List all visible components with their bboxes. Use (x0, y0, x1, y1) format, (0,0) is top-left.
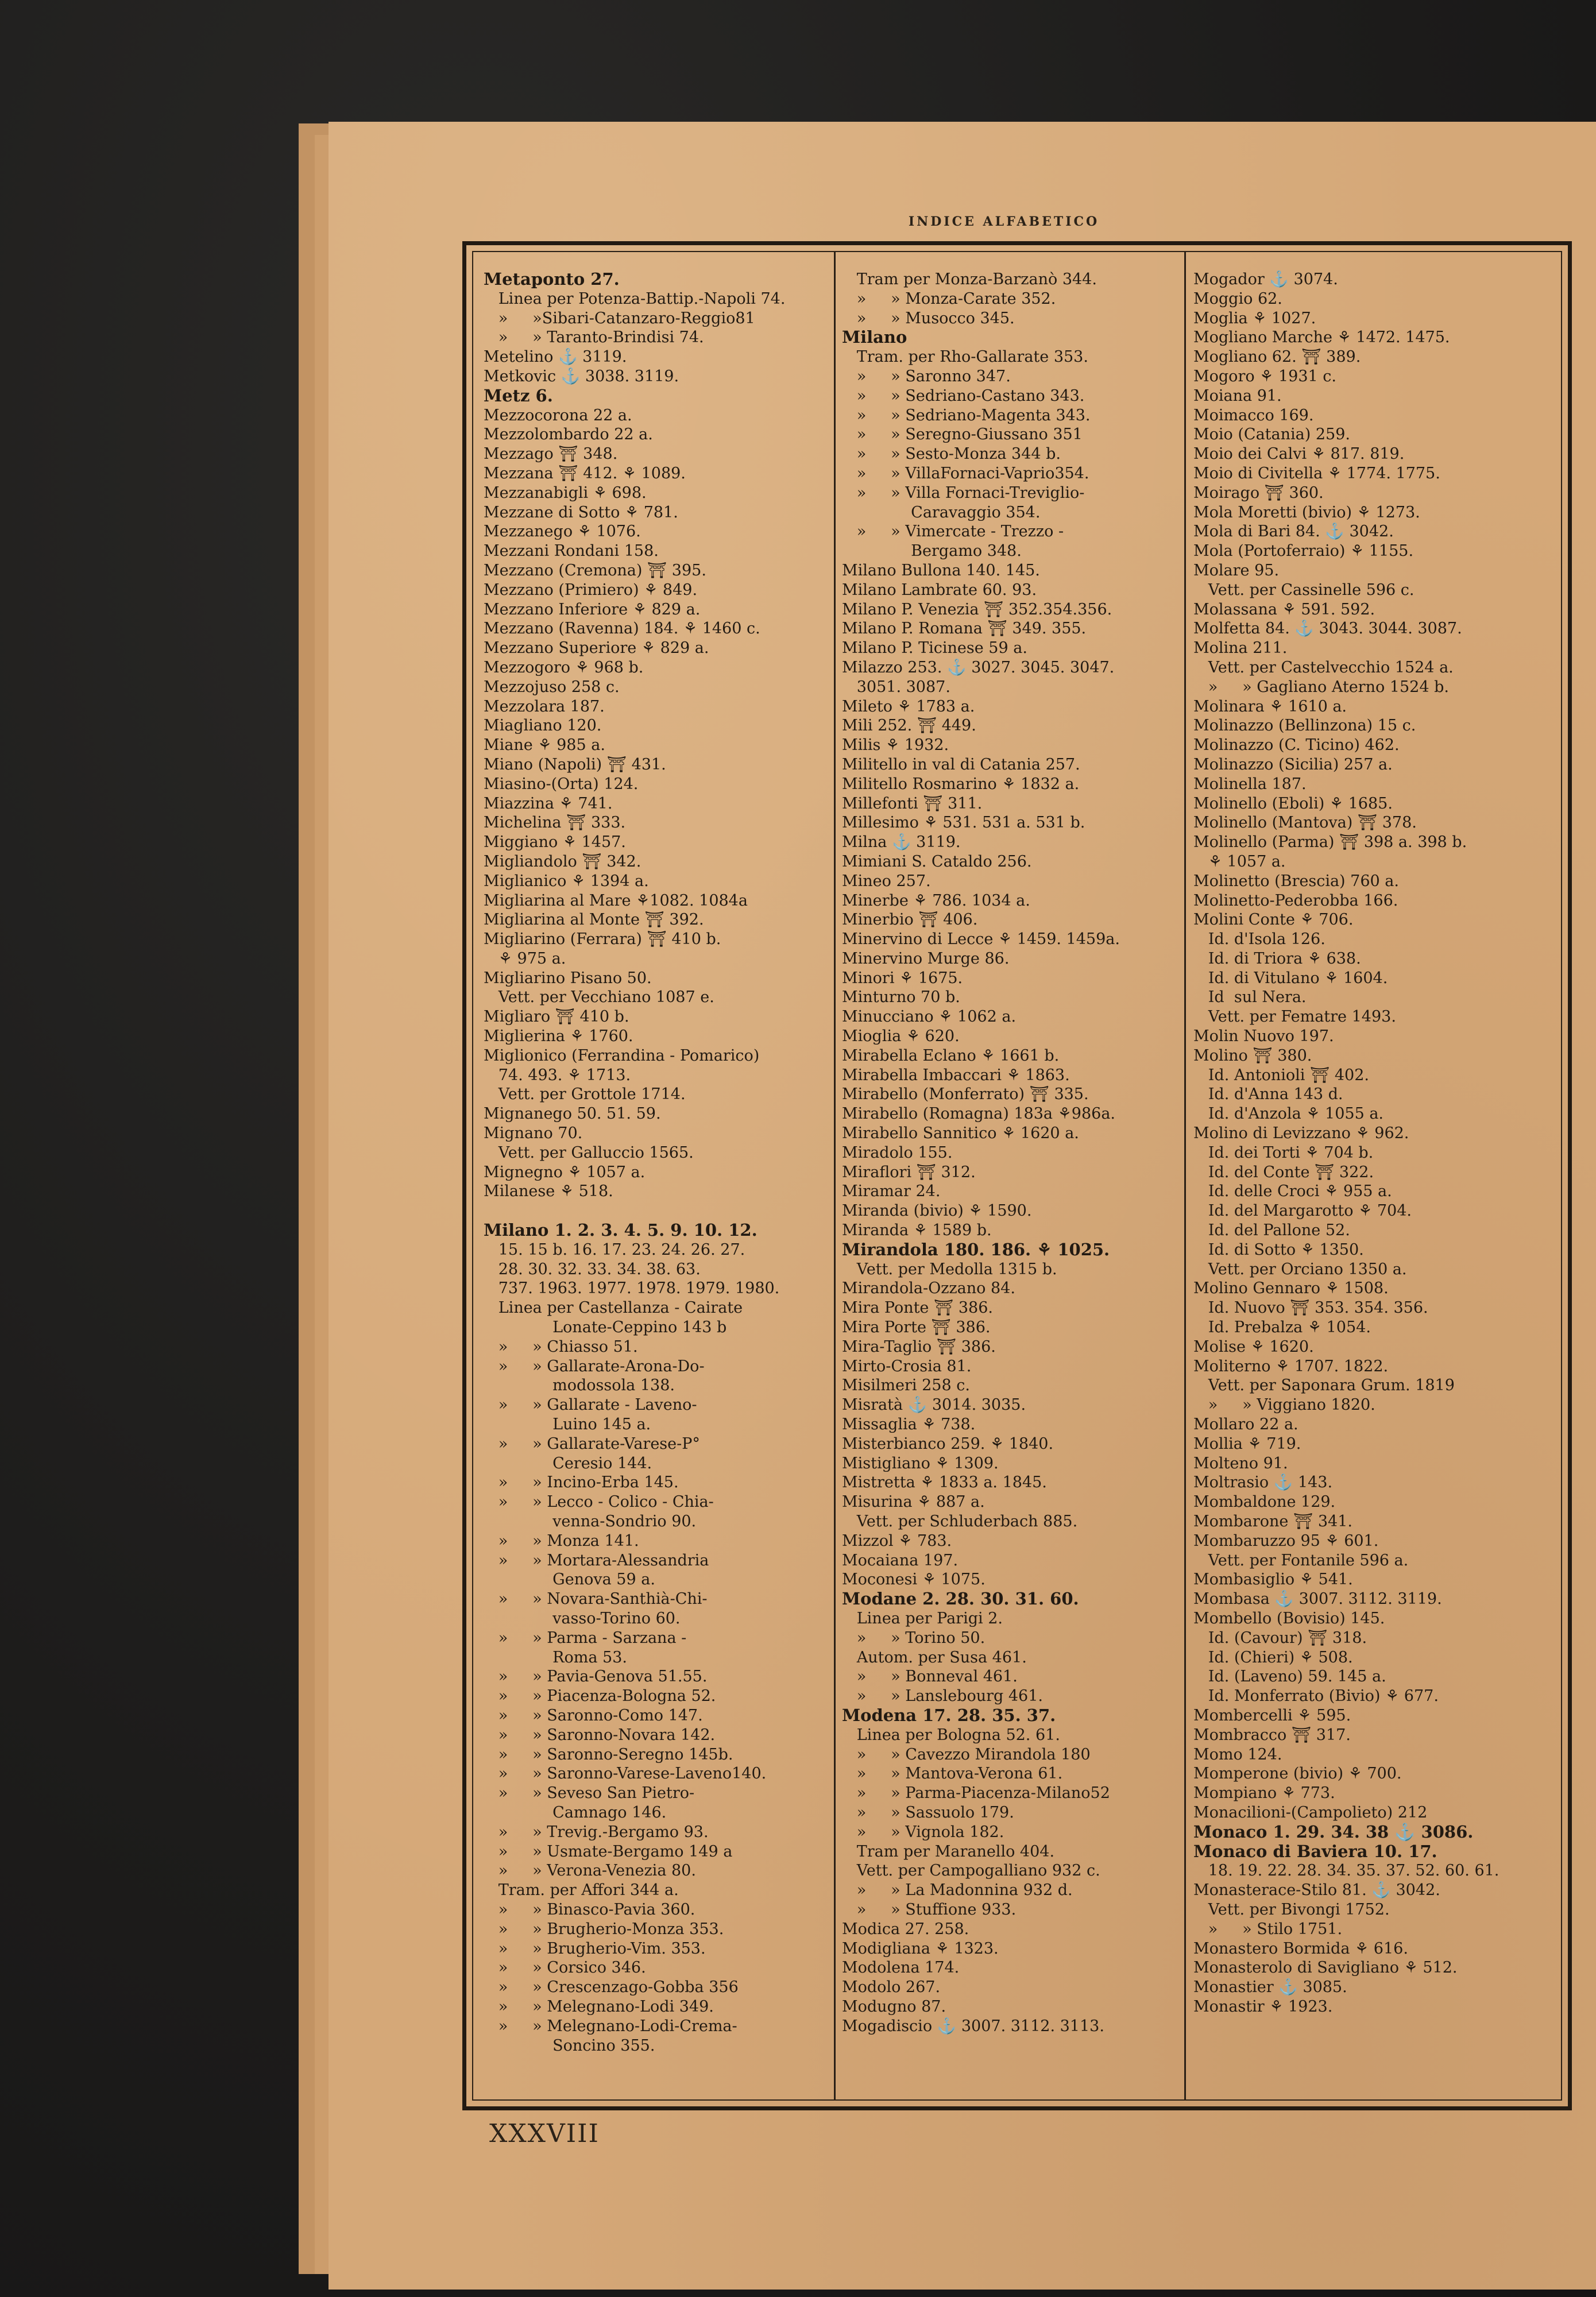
index-entry: Linea per Castellanza - Cairate (484, 1299, 743, 1317)
index-entry: Mezzano Inferiore ⚘ 829 a. (484, 600, 701, 618)
index-entry: » » Lecco - Colico - Chia- (484, 1493, 714, 1511)
index-entry: Mezzogoro ⚘ 968 b. (484, 658, 644, 676)
index-entry: ⚘ 975 a. (484, 949, 566, 968)
index-entry: Vett. per Campogalliano 932 c. (842, 1862, 1100, 1880)
index-entry: Molise ⚘ 1620. (1193, 1337, 1314, 1356)
index-entry: Vett. per Cassinelle 596 c. (1193, 581, 1415, 599)
index-entry: Mombaruzzo 95 ⚘ 601. (1193, 1532, 1379, 1550)
index-entry: Miramar 24. (842, 1182, 941, 1201)
index-entry: Migliarino (Ferrara) ⛩ 410 b. (484, 930, 721, 949)
index-entry: Mezzojuso 258 c. (484, 678, 620, 696)
index-entry: » » Verona-Venezia 80. (484, 1862, 696, 1880)
index-entry: Mogoro ⚘ 1931 c. (1193, 367, 1336, 385)
index-entry: 3051. 3087. (842, 678, 950, 696)
index-entry: Mollia ⚘ 719. (1193, 1434, 1301, 1453)
index-column-2 (842, 270, 1181, 2085)
index-entry: Molini Conte ⚘ 706. (1193, 911, 1354, 929)
index-entry: Mira Ponte ⛩ 386. (842, 1299, 993, 1317)
index-entry: Mola di Bari 84. ⚓ 3042. (1193, 523, 1394, 541)
index-entry: Mirto-Crosia 81. (842, 1357, 972, 1375)
index-column-3 (1193, 270, 1561, 2085)
index-entry: » » Monza-Carate 352. (842, 289, 1056, 308)
index-entry: Mirandola-Ozzano 84. (842, 1279, 1015, 1298)
index-entry: Monastero Bormida ⚘ 616. (1193, 1939, 1408, 1958)
index-entry: » » Saronno-Varese-Laveno140. (484, 1765, 767, 1783)
index-entry: Mignano 70. (484, 1124, 583, 1143)
index-entry: Moiana 91. (1193, 386, 1282, 405)
index-entry: Miglionico (Ferrandina - Pomarico) (484, 1046, 760, 1065)
index-entry: Monastier ⚓ 3085. (1193, 1978, 1347, 1997)
index-entry: » » Monza 141. (484, 1532, 639, 1550)
index-entry: Mistigliano ⚘ 1309. (842, 1454, 999, 1472)
index-entry: Caravaggio 354. (842, 503, 1041, 521)
index-entry: Vett. per Grottole 1714. (484, 1085, 686, 1104)
index-entry: Id. Antonioli ⛩ 402. (1193, 1066, 1369, 1084)
index-entry: modossola 138. (484, 1376, 675, 1395)
index-entry: Molino ⛩ 380. (1193, 1046, 1312, 1065)
index-entry: Miglierina ⚘ 1760. (484, 1027, 633, 1046)
index-entry: Miranda (bivio) ⚘ 1590. (842, 1202, 1032, 1220)
index-entry: Monastir ⚘ 1923. (1193, 1997, 1333, 2016)
index-entry: » » Melegnano-Lodi 349. (484, 1997, 714, 2016)
index-entry: Mola Moretti (bivio) ⚘ 1273. (1193, 503, 1420, 521)
index-entry: Tram. per Affori 344 a. (484, 1881, 679, 1900)
index-entry: Molassana ⚘ 591. 592. (1193, 600, 1375, 618)
index-entry: Migliandolo ⛩ 342. (484, 852, 642, 871)
index-entry: 18. 19. 22. 28. 34. 35. 37. 52. 60. 61. (1193, 1862, 1500, 1880)
index-entry: Molinello (Parma) ⛩ 398 a. 398 b. (1193, 833, 1467, 852)
index-entry: Mezzane di Sotto ⚘ 781. (484, 503, 678, 521)
index-entry: Mogliano Marche ⚘ 1472. 1475. (1193, 328, 1450, 347)
index-entry: Militello in val di Catania 257. (842, 755, 1080, 774)
index-entry: Moio (Catania) 259. (1193, 426, 1350, 444)
index-entry: » » Gagliano Aterno 1524 b. (1193, 678, 1449, 696)
index-entry: Mira-Taglio ⛩ 386. (842, 1337, 996, 1356)
index-entry: Molinetto (Brescia) 760 a. (1193, 872, 1399, 890)
index-entry: Mioglia ⚘ 620. (842, 1027, 960, 1046)
index-entry: Miazzina ⚘ 741. (484, 794, 613, 813)
index-entry: Modugno 87. (842, 1997, 946, 2016)
index-entry: 15. 15 b. 16. 17. 23. 24. 26. 27. (484, 1240, 745, 1259)
index-entry: Id. d'Isola 126. (1193, 930, 1326, 949)
index-entry: » » Parma-Piacenza-Milano52 (842, 1784, 1110, 1803)
index-entry: Mezzano (Cremona) ⛩ 395. (484, 561, 706, 579)
index-entry: » » Saronno-Novara 142. (484, 1726, 716, 1744)
index-entry: Militello Rosmarino ⚘ 1832 a. (842, 775, 1080, 793)
index-entry: » » Stuffione 933. (842, 1900, 1017, 1919)
index-entry: » » Taranto-Brindisi 74. (484, 328, 704, 347)
index-entry: Mimiani S. Cataldo 256. (842, 852, 1032, 871)
index-entry: » » Parma - Sarzana - (484, 1629, 687, 1647)
index-entry: Mocaiana 197. (842, 1551, 959, 1569)
index-entry: Vett. per Medolla 1315 b. (842, 1260, 1057, 1278)
index-entry: Modolena 174. (842, 1959, 960, 1977)
index-entry: » » Incino-Erba 145. (484, 1474, 679, 1492)
index-entry: 74. 493. ⚘ 1713. (484, 1066, 631, 1084)
index-entry: Minervino Murge 86. (842, 949, 1010, 968)
index-entry: Mezzano (Ravenna) 184. ⚘ 1460 c. (484, 620, 760, 638)
index-entry: Mezzanabigli ⚘ 698. (484, 484, 647, 502)
index-entry: Milano P. Ticinese 59 a. (842, 639, 1027, 658)
index-entry: » » Saronno-Como 147. (484, 1706, 703, 1724)
index-entry: Mezzocorona 22 a. (484, 406, 632, 424)
index-entry: Id. (Cavour) ⛩ 318. (1193, 1629, 1367, 1647)
column-divider-2 (1184, 251, 1186, 2101)
index-entry: » » Seveso San Pietro- (484, 1784, 695, 1803)
index-entry: Molina 211. (1193, 639, 1288, 658)
index-entry: Tram per Maranello 404. (842, 1842, 1055, 1861)
index-entry: » » Novara-Santhià-Chi- (484, 1590, 708, 1608)
index-entry: » » Torino 50. (842, 1629, 986, 1647)
index-entry: Mineo 257. (842, 872, 931, 890)
index-entry: » » Gallarate-Arona-Do- (484, 1357, 705, 1375)
index-entry: Miano (Napoli) ⛩ 431. (484, 755, 666, 774)
index-entry: Luino 145 a. (484, 1416, 651, 1434)
index-entry: » » Gallarate-Varese-P° (484, 1434, 700, 1453)
index-entry: Tram. per Rho-Gallarate 353. (842, 348, 1088, 366)
index-entry: Mollaro 22 a. (1193, 1416, 1299, 1434)
index-entry: Milanese ⚘ 518. (484, 1182, 613, 1201)
index-entry: Moltrasio ⚓ 143. (1193, 1474, 1333, 1492)
index-entry: Mignanego 50. 51. 59. (484, 1105, 661, 1123)
index-entry: Moirago ⛩ 360. (1193, 484, 1324, 502)
index-entry: Mogador ⚓ 3074. (1193, 270, 1338, 288)
index-entry: Mezzolombardo 22 a. (484, 426, 653, 444)
index-entry: » »Sibari-Catanzaro-Reggio81 (484, 309, 755, 327)
index-entry: Linea per Potenza-Battip.-Napoli 74. (484, 289, 786, 308)
index-entry: Vett. per Galluccio 1565. (484, 1143, 694, 1162)
index-entry: Molteno 91. (1193, 1454, 1288, 1472)
index-entry: » » Viggiano 1820. (1193, 1396, 1375, 1414)
index-entry (484, 1201, 828, 1221)
index-entry: » » Pavia-Genova 51.55. (484, 1668, 708, 1686)
index-entry: Vett. per Schluderbach 885. (842, 1513, 1078, 1530)
index-entry: » » Sedriano-Magenta 343. (842, 406, 1091, 424)
index-entry: Genova 59 a. (484, 1571, 655, 1589)
index-entry: Miraflori ⛩ 312. (842, 1163, 976, 1181)
index-entry: Id. dei Torti ⚘ 704 b. (1193, 1143, 1374, 1162)
index-column-1 (484, 270, 828, 2085)
index-entry: Monasterace-Stilo 81. ⚓ 3042. (1193, 1881, 1440, 1900)
page-header: INDICE ALFABETICO (908, 214, 1100, 229)
index-entry: » » Vimercate - Trezzo - (842, 523, 1064, 541)
index-entry: » » Gallarate - Laveno- (484, 1396, 697, 1414)
index-entry: Mombaldone 129. (1193, 1493, 1336, 1511)
index-entry: Moconesi ⚘ 1075. (842, 1571, 986, 1589)
index-entry: Mirabello (Romagna) 183a ⚘986a. (842, 1105, 1115, 1123)
index-entry: Monacilioni-(Campolieto) 212 (1193, 1803, 1428, 1822)
index-entry: Misterbianco 259. ⚘ 1840. (842, 1434, 1054, 1453)
index-entry: Vett. per Castelvecchio 1524 a. (1193, 658, 1454, 676)
index-entry: Minucciano ⚘ 1062 a. (842, 1008, 1017, 1026)
index-entry: Lonate-Ceppino 143 b (484, 1318, 727, 1337)
index-entry: Molfetta 84. ⚓ 3043. 3044. 3087. (1193, 620, 1462, 638)
index-entry: Mombello (Bovisio) 145. (1193, 1609, 1385, 1627)
index-entry: Soncino 355. (484, 2036, 655, 2055)
index-entry: » » Seregno-Giussano 351 (842, 426, 1083, 444)
index-entry: Molinazzo (Sicilia) 257 a. (1193, 755, 1393, 774)
index-entry: Miagliano 120. (484, 717, 602, 735)
index-entry: » » Stilo 1751. (1193, 1920, 1343, 1938)
index-entry: Minori ⚘ 1675. (842, 969, 963, 987)
index-entry: Monaco di Baviera 10. 17. (1193, 1842, 1437, 1861)
index-entry: Mogadiscio ⚓ 3007. 3112. 3113. (842, 2017, 1104, 2035)
index-entry: » » Mortara-Alessandria (484, 1551, 709, 1569)
index-entry: Id. Prebalza ⚘ 1054. (1193, 1318, 1371, 1337)
index-entry: Id. d'Anna 143 d. (1193, 1085, 1343, 1104)
index-entry: Milano Bullona 140. 145. (842, 561, 1040, 579)
index-entry: Metz 6. (484, 386, 553, 405)
index-entry: Miradolo 155. (842, 1143, 953, 1162)
index-entry: Molinazzo (C. Ticino) 462. (1193, 736, 1400, 755)
index-entry: » » Cavezzo Mirandola 180 (842, 1745, 1091, 1764)
index-entry: Momo 124. (1193, 1745, 1282, 1764)
index-entry: Molinello (Eboli) ⚘ 1685. (1193, 794, 1393, 813)
index-entry: » » Mantova-Verona 61. (842, 1765, 1063, 1783)
index-entry: » » Brugherio-Monza 353. (484, 1920, 724, 1938)
index-entry: Modane 2. 28. 30. 31. 60. (842, 1590, 1079, 1609)
index-entry: Moio dei Calvi ⚘ 817. 819. (1193, 445, 1405, 463)
index-entry: 28. 30. 32. 33. 34. 38. 63. (484, 1260, 701, 1278)
index-entry: Mignegno ⚘ 1057 a. (484, 1163, 646, 1181)
index-entry: Migliarina al Monte ⛩ 392. (484, 911, 704, 929)
index-entry: Molinella 187. (1193, 775, 1307, 793)
index-entry: Minervino di Lecce ⚘ 1459. 1459a. (842, 930, 1120, 949)
index-entry: Mogliano 62. ⛩ 389. (1193, 348, 1361, 366)
index-entry: Mezzano (Primiero) ⚘ 849. (484, 581, 698, 599)
index-entry: Moio di Civitella ⚘ 1774. 1775. (1193, 464, 1440, 482)
index-entry: Vett. per Fematre 1493. (1193, 1008, 1396, 1026)
index-entry: Misratà ⚓ 3014. 3035. (842, 1396, 1026, 1414)
index-entry: Miane ⚘ 985 a. (484, 736, 605, 755)
index-entry: » » Binasco-Pavia 360. (484, 1900, 695, 1919)
index-entry: » » Corsico 346. (484, 1959, 646, 1977)
index-entry: Monasterolo di Savigliano ⚘ 512. (1193, 1959, 1458, 1977)
index-entry: Molino Gennaro ⚘ 1508. (1193, 1279, 1389, 1298)
index-entry: Molin Nuovo 197. (1193, 1027, 1334, 1046)
index-entry: » » Villa Fornaci-Treviglio- (842, 484, 1085, 502)
index-entry: Modolo 267. (842, 1978, 941, 1997)
index-entry: Id. (Laveno) 59. 145 a. (1193, 1668, 1386, 1686)
index-entry: Mistretta ⚘ 1833 a. 1845. (842, 1474, 1047, 1492)
index-entry: Mizzol ⚘ 783. (842, 1532, 952, 1550)
index-entry: Linea per Parigi 2. (842, 1609, 1003, 1627)
index-entry: Vett. per Vecchiano 1087 e. (484, 988, 714, 1007)
index-entry: Missaglia ⚘ 738. (842, 1416, 976, 1434)
index-entry: Id. di Vitulano ⚘ 1604. (1193, 969, 1388, 987)
index-entry: Millesimo ⚘ 531. 531 a. 531 b. (842, 814, 1085, 832)
index-entry: Milano P. Romana ⛩ 349. 355. (842, 620, 1087, 638)
index-entry: Modena 17. 28. 35. 37. (842, 1706, 1056, 1725)
index-entry: Mombracco ⛩ 317. (1193, 1726, 1351, 1744)
index-entry: » » Saronno-Seregno 145b. (484, 1745, 733, 1764)
index-entry: Modigliana ⚘ 1323. (842, 1939, 999, 1958)
index-entry: Moimacco 169. (1193, 406, 1314, 424)
column-divider-1 (834, 251, 836, 2101)
index-entry: Michelina ⛩ 333. (484, 814, 626, 832)
index-entry: Bergamo 348. (842, 542, 1022, 560)
index-entry: Vett. per Orciano 1350 a. (1193, 1260, 1407, 1278)
index-entry: Miasino-(Orta) 124. (484, 775, 639, 793)
index-entry: Ceresio 144. (484, 1454, 652, 1472)
index-entry: » » Lanslebourg 461. (842, 1687, 1043, 1706)
index-entry: » » Brugherio-Vim. 353. (484, 1939, 706, 1958)
index-entry: Molinara ⚘ 1610 a. (1193, 697, 1347, 716)
index-entry: » » Musocco 345. (842, 309, 1015, 327)
index-entry: Minturno 70 b. (842, 988, 960, 1007)
index-entry: Milano (842, 328, 907, 347)
index-entry: Milna ⚓ 3119. (842, 833, 961, 852)
index-entry: Id. di Sotto ⚘ 1350. (1193, 1240, 1364, 1259)
index-entry: Id. del Margarotto ⚘ 704. (1193, 1202, 1412, 1220)
index-entry: Migliaro ⛩ 410 b. (484, 1008, 629, 1026)
index-entry: Id. delle Croci ⚘ 955 a. (1193, 1182, 1392, 1201)
index-entry: Vett. per Saponara Grum. 1819 (1193, 1376, 1455, 1395)
index-entry: ⚘ 1057 a. (1193, 852, 1286, 871)
index-entry: » » VillaFornaci-Vaprio354. (842, 464, 1089, 482)
index-entry: Moggio 62. (1193, 289, 1282, 308)
index-entry: » » Crescenzago-Gobba 356 (484, 1978, 739, 1997)
index-entry: Milano Lambrate 60. 93. (842, 581, 1037, 599)
index-entry: Id. del Conte ⛩ 322. (1193, 1163, 1374, 1181)
index-entry: Mezzolara 187. (484, 697, 605, 716)
index-entry: Miglianico ⚘ 1394 a. (484, 872, 649, 890)
index-entry: Id. (Chieri) ⚘ 508. (1193, 1648, 1353, 1666)
index-entry: Metkovic ⚓ 3038. 3119. (484, 367, 679, 385)
index-entry: Mezzana ⛩ 412. ⚘ 1089. (484, 464, 686, 482)
index-entry: Id. Monferrato (Bivio) ⚘ 677. (1193, 1687, 1439, 1706)
index-entry: Mombarone ⛩ 341. (1193, 1513, 1352, 1530)
index-entry: » » Sassuolo 179. (842, 1803, 1014, 1822)
index-entry: Modica 27. 258. (842, 1920, 969, 1938)
index-entry: Mombasiglio ⚘ 541. (1193, 1571, 1353, 1589)
index-entry: Mombasa ⚓ 3007. 3112. 3119. (1193, 1590, 1442, 1608)
index-entry: Id. di Triora ⚘ 638. (1193, 949, 1361, 968)
index-entry: Id. Nuovo ⛩ 353. 354. 356. (1193, 1299, 1428, 1317)
index-entry: Minerbe ⚘ 786. 1034 a. (842, 891, 1030, 910)
index-entry: Vett. per Fontanile 596 a. (1193, 1551, 1409, 1569)
index-entry: Mezzani Rondani 158. (484, 542, 659, 560)
index-entry: Mileto ⚘ 1783 a. (842, 697, 975, 716)
index-entry: » » Saronno 347. (842, 367, 1011, 385)
index-entry: Mili 252. ⛩ 449. (842, 717, 976, 735)
index-entry: Molinetto-Pederobba 166. (1193, 891, 1398, 910)
index-entry: Molino di Levizzano ⚘ 962. (1193, 1124, 1409, 1143)
index-entry: Metaponto 27. (484, 270, 620, 289)
index-entry: » » Sesto-Monza 344 b. (842, 445, 1061, 463)
index-entry: Mira Porte ⛩ 386. (842, 1318, 991, 1337)
index-entry: Moliterno ⚘ 1707. 1822. (1193, 1357, 1389, 1375)
index-entry: Vett. per Bivongi 1752. (1193, 1900, 1390, 1919)
index-entry: » » La Madonnina 932 d. (842, 1881, 1073, 1900)
index-entry: » » Trevig.-Bergamo 93. (484, 1823, 709, 1841)
index-entry: Milazzo 253. ⚓ 3027. 3045. 3047. (842, 658, 1115, 676)
index-entry: Tram per Monza-Barzanò 344. (842, 270, 1097, 288)
index-entry: Mezzano Superiore ⚘ 829 a. (484, 639, 709, 658)
index-entry: Camnago 146. (484, 1803, 667, 1822)
index-entry: Mirandola 180. 186. ⚘ 1025. (842, 1240, 1110, 1259)
page-number: XXXVIII (489, 2119, 600, 2148)
index-entry: » » Melegnano-Lodi-Crema- (484, 2017, 737, 2035)
index-entry: » » Piacenza-Bologna 52. (484, 1687, 716, 1706)
index-entry: Momperone (bivio) ⚘ 700. (1193, 1765, 1402, 1783)
index-entry: Id. del Pallone 52. (1193, 1221, 1350, 1240)
index-entry: Misilmeri 258 c. (842, 1376, 970, 1395)
index-entry: Mirabello Sannitico ⚘ 1620 a. (842, 1124, 1079, 1143)
index-entry: Mezzago ⛩ 348. (484, 445, 618, 463)
index-entry: Mirabella Imbaccari ⚘ 1863. (842, 1066, 1070, 1084)
index-entry: Id sul Nera. (1193, 988, 1307, 1007)
index-entry: Mirabello (Monferrato) ⛩ 335. (842, 1085, 1089, 1104)
index-entry: Miggiano ⚘ 1457. (484, 833, 626, 852)
index-entry: Roma 53. (484, 1648, 627, 1666)
index-entry: Molare 95. (1193, 561, 1280, 579)
index-entry: Milano P. Venezia ⛩ 352.354.356. (842, 600, 1112, 618)
index-entry: Minerbio ⛩ 406. (842, 911, 978, 929)
index-entry: Miranda ⚘ 1589 b. (842, 1221, 992, 1240)
index-entry: » » Bonneval 461. (842, 1668, 1018, 1686)
index-entry: Autom. per Susa 461. (842, 1648, 1027, 1666)
index-entry: Mombercelli ⚘ 595. (1193, 1706, 1351, 1724)
index-entry: Molinello (Mantova) ⛩ 378. (1193, 814, 1417, 832)
index-entry: vasso-Torino 60. (484, 1609, 681, 1627)
index-entry: 737. 1963. 1977. 1978. 1979. 1980. (484, 1279, 780, 1298)
index-entry: » » Sedriano-Castano 343. (842, 386, 1085, 405)
index-entry: Monaco 1. 29. 34. 38 ⚓ 3086. (1193, 1822, 1474, 1842)
index-entry: Mola (Portoferraio) ⚘ 1155. (1193, 542, 1414, 560)
index-entry: Linea per Bologna 52. 61. (842, 1726, 1060, 1744)
index-entry: Migliarino Pisano 50. (484, 969, 652, 987)
index-entry: venna-Sondrio 90. (484, 1513, 697, 1530)
index-entry: Id. d'Anzola ⚘ 1055 a. (1193, 1105, 1384, 1123)
index-entry: Mompiano ⚘ 773. (1193, 1784, 1335, 1803)
index-entry: Millefonti ⛩ 311. (842, 794, 983, 813)
index-entry: Migliarina al Mare ⚘1082. 1084a (484, 891, 748, 910)
index-entry: Misurina ⚘ 887 a. (842, 1493, 985, 1511)
index-entry: Mezzanego ⚘ 1076. (484, 523, 641, 541)
index-entry: Mirabella Eclano ⚘ 1661 b. (842, 1046, 1060, 1065)
index-entry: Molinazzo (Bellinzona) 15 c. (1193, 717, 1416, 735)
index-entry: Moglia ⚘ 1027. (1193, 309, 1316, 327)
index-entry: » » Usmate-Bergamo 149 a (484, 1842, 733, 1861)
index-entry: Milano 1. 2. 3. 4. 5. 9. 10. 12. (484, 1221, 758, 1240)
index-entry: Milis ⚘ 1932. (842, 736, 949, 755)
index-entry: » » Vignola 182. (842, 1823, 1004, 1841)
index-entry: » » Chiasso 51. (484, 1337, 638, 1356)
index-entry: Metelino ⚓ 3119. (484, 348, 627, 366)
